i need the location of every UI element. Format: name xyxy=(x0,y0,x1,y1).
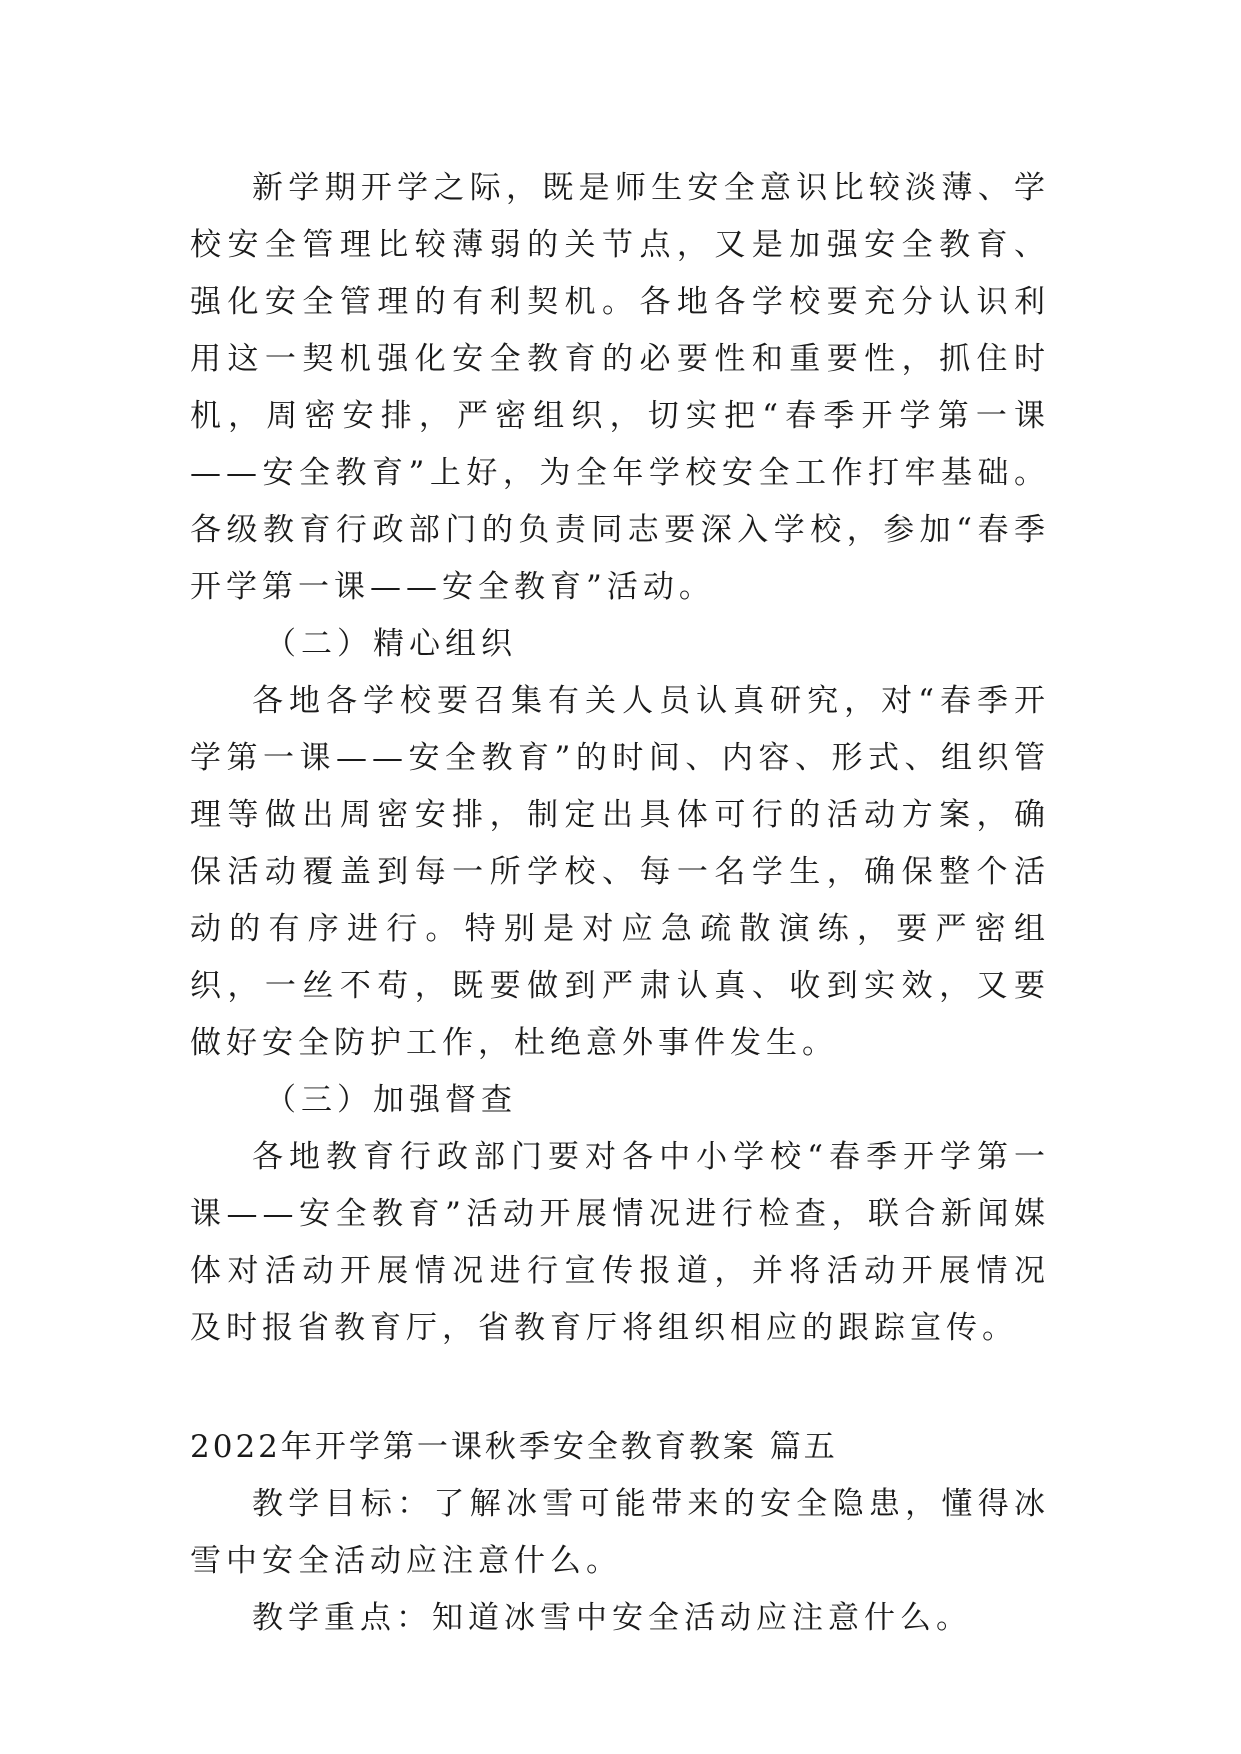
heading-careful-organization: （二）精心组织 xyxy=(265,626,517,662)
heading-strengthen-supervision: （三）加强督查 xyxy=(265,1082,517,1118)
paragraph-teaching-focus: 教学重点：知道冰雪中安全活动应注意什么。 xyxy=(252,1600,972,1636)
document-body xyxy=(190,160,1050,1647)
paragraph-organization: 各地各学校要召集有关人员认真研究，对“春季开学第一课——安全教育”的时间、内容、形式、组织管理等做出周密安排，制定出具体可行的活动方案，确保活动覆盖到每一所学校、每一名学生，确保整个活动的有序进行。特别是对应急疏散演练，要严密组织，一丝不苟，既要做到严肃认真、收到实效，又要做好安全防护工作，杜绝意外事件发生。 xyxy=(190,683,1050,1061)
section-title-part-five: 2022年开学第一课秋季安全教育教案 篇五 xyxy=(190,1429,838,1465)
paragraph-safety-awareness: 新学期开学之际，既是师生安全意识比较淡薄、学校安全管理比较薄弱的关节点，又是加强安全教育、强化安全管理的有利契机。各地各学校要充分认识利用这一契机强化安全教育的必要性和重要性，抓住时机，周密安排，严密组织，切实把“春季开学第一课——安全教育”上好，为全年学校安全工作打牢基础。各级教育行政部门的负责同志要深入学校，参加“春季开学第一课——安全教育”活动。 xyxy=(190,170,1050,605)
paragraph-teaching-goal: 教学目标：了解冰雪可能带来的安全隐患，懂得冰雪中安全活动应注意什么。 xyxy=(190,1486,1050,1579)
paragraph-supervision: 各地教育行政部门要对各中小学校“春季开学第一课——安全教育”活动开展情况进行检查，联合新闻媒体对活动开展情况进行宣传报道，并将活动开展情况及时报省教育厅，省教育厅将组织相应的跟踪宣传。 xyxy=(190,1139,1050,1346)
